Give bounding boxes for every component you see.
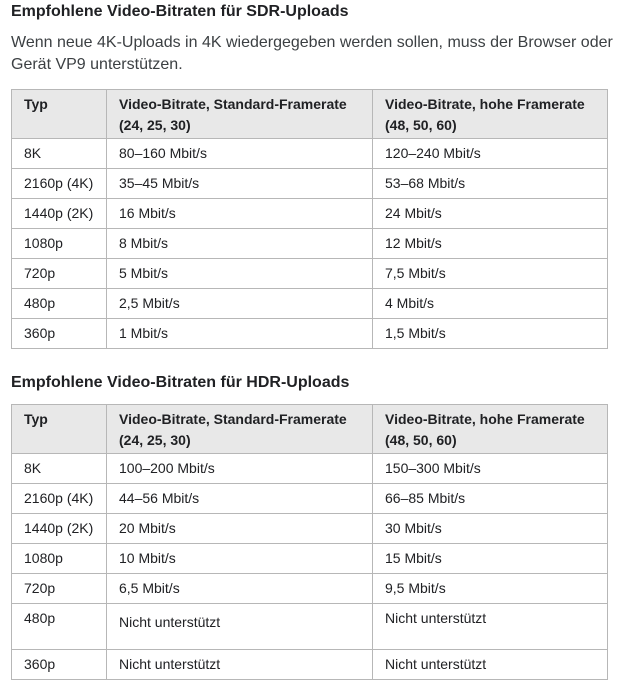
cell-type: 1440p (2K) [12,514,107,544]
table-row [12,650,608,680]
hdr-heading: Empfohlene Video-Bitraten für HDR-Uploads [11,374,350,391]
cell-standard-bitrate: 5 Mbit/s [107,259,373,289]
table-row [12,454,608,484]
cell-standard-bitrate: 6,5 Mbit/s [107,574,373,604]
cell-standard-bitrate: Nicht unterstützt [107,604,373,650]
cell-standard-bitrate: 2,5 Mbit/s [107,289,373,319]
table-row [12,319,608,349]
table-row [12,289,608,319]
table-row [12,514,608,544]
cell-standard-bitrate: 16 Mbit/s [107,199,373,229]
cell-type: 8K [12,139,107,169]
cell-high-bitrate: 53–68 Mbit/s [373,169,608,199]
cell-type: 480p [12,604,107,650]
cell-high-bitrate: Nicht unterstützt [373,650,608,680]
cell-high-bitrate: 9,5 Mbit/s [373,574,608,604]
cell-high-bitrate: 30 Mbit/s [373,514,608,544]
cell-high-bitrate: 66–85 Mbit/s [373,484,608,514]
table-row [12,259,608,289]
cell-type: 2160p (4K) [12,169,107,199]
cell-type: 720p [12,259,107,289]
cell-type: 720p [12,574,107,604]
cell-type: 1440p (2K) [12,199,107,229]
column-header-high-framerate: Video-Bitrate, hohe Framerate (48, 50, 60) [373,405,608,454]
cell-standard-bitrate: 1 Mbit/s [107,319,373,349]
table-row [12,169,608,199]
column-header-high-framerate: Video-Bitrate, hohe Framerate (48, 50, 60) [373,90,608,139]
cell-high-bitrate: 12 Mbit/s [373,229,608,259]
cell-standard-bitrate: 20 Mbit/s [107,514,373,544]
cell-type: 1080p [12,229,107,259]
sdr-heading: Empfohlene Video-Bitraten für SDR-Uploads [11,3,349,20]
cell-high-bitrate: 15 Mbit/s [373,544,608,574]
column-header-type: Typ [12,405,107,454]
table-header-row [12,405,608,454]
cell-standard-bitrate: 80–160 Mbit/s [107,139,373,169]
table-row [12,229,608,259]
cell-standard-bitrate: 10 Mbit/s [107,544,373,574]
cell-high-bitrate: 4 Mbit/s [373,289,608,319]
cell-high-bitrate: 24 Mbit/s [373,199,608,229]
cell-high-bitrate: Nicht unterstützt [373,604,608,650]
table-row [12,484,608,514]
hdr-bitrate-table [11,404,608,680]
table-row [12,199,608,229]
cell-standard-bitrate: 100–200 Mbit/s [107,454,373,484]
cell-high-bitrate: 1,5 Mbit/s [373,319,608,349]
table-row [12,544,608,574]
cell-type: 1080p [12,544,107,574]
cell-type: 360p [12,319,107,349]
column-header-standard-framerate: Video-Bitrate, Standard-Framerate (24, 25, 30) [107,90,373,139]
cell-type: 480p [12,289,107,319]
cell-type: 8K [12,454,107,484]
cell-standard-bitrate: 8 Mbit/s [107,229,373,259]
table-header-row [12,90,608,139]
table-row [12,604,608,650]
cell-type: 2160p (4K) [12,484,107,514]
cell-high-bitrate: 120–240 Mbit/s [373,139,608,169]
cell-standard-bitrate: 44–56 Mbit/s [107,484,373,514]
cell-standard-bitrate: 35–45 Mbit/s [107,169,373,199]
cell-high-bitrate: 150–300 Mbit/s [373,454,608,484]
vp9-note: Wenn neue 4K-Uploads in 4K wiedergegeben werden sollen, muss der Browser oder Gerät VP9 unterstützen. [11,34,613,73]
cell-standard-bitrate: Nicht unterstützt [107,650,373,680]
cell-type: 360p [12,650,107,680]
table-row [12,574,608,604]
column-header-type: Typ [12,90,107,139]
sdr-bitrate-table [11,89,608,349]
column-header-standard-framerate: Video-Bitrate, Standard-Framerate (24, 25, 30) [107,405,373,454]
table-row [12,139,608,169]
cell-high-bitrate: 7,5 Mbit/s [373,259,608,289]
